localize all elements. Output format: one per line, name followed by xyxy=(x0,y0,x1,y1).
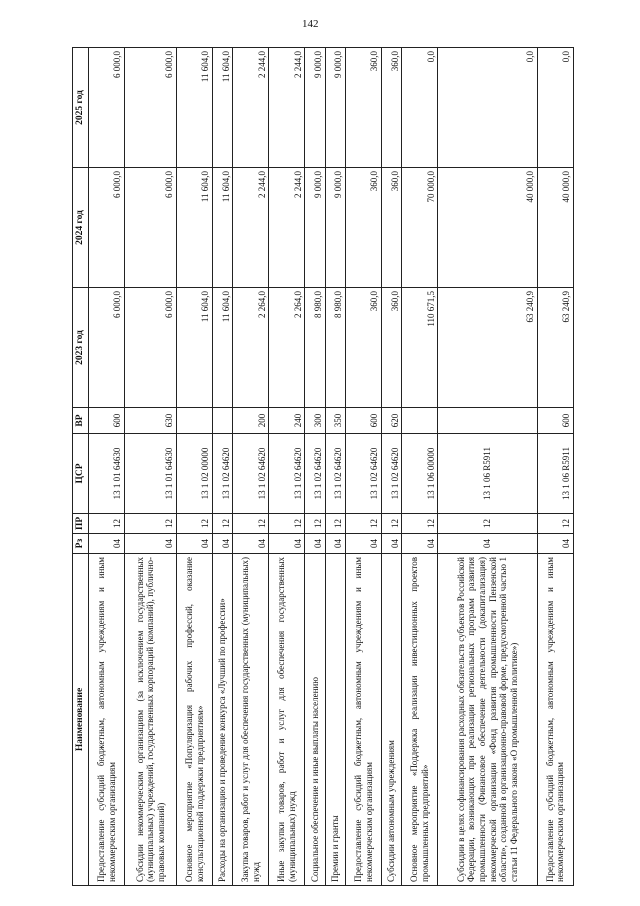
row-2024-cell: 360,0 xyxy=(382,168,402,288)
table-row xyxy=(305,48,325,886)
row-rz-cell: 04 xyxy=(89,534,125,554)
row-2024-cell: 70 000,0 xyxy=(402,168,438,288)
row-2023-cell: 11 604,0 xyxy=(176,288,212,408)
row-pr-cell: 12 xyxy=(233,514,269,534)
row-pr-cell: 12 xyxy=(325,514,345,534)
row-2023-cell: 11 604,0 xyxy=(213,288,233,408)
page-number: 142 xyxy=(302,18,319,30)
row-csr-cell: 13 1 02 64620 xyxy=(305,434,325,514)
table-row xyxy=(325,48,345,886)
row-rz-cell: 04 xyxy=(305,534,325,554)
column-header: 2024 год xyxy=(73,168,89,288)
row-2024-cell: 40 000,0 xyxy=(537,168,573,288)
row-csr-cell: 13 1 01 64630 xyxy=(125,434,177,514)
table-row xyxy=(537,48,573,886)
row-csr-cell: 13 1 02 64620 xyxy=(269,434,305,514)
row-vr-cell: 600 xyxy=(537,408,573,434)
row-rz-cell: 04 xyxy=(402,534,438,554)
row-csr-cell: 13 1 06 00000 xyxy=(402,434,438,514)
column-header: 2025 год xyxy=(73,48,89,168)
row-pr-cell: 12 xyxy=(537,514,573,534)
row-pr-cell: 12 xyxy=(269,514,305,534)
table-body xyxy=(89,48,574,886)
row-2024-cell: 11 604,0 xyxy=(176,168,212,288)
table-row xyxy=(233,48,269,886)
row-name-cell: Премии и гранты xyxy=(325,554,345,886)
column-header: ЦСР xyxy=(73,434,89,514)
row-name-cell: Предоставление субсидий бюджетным, автономным учреждениям и иным некоммерческим организациям xyxy=(346,554,382,886)
row-vr-cell: 300 xyxy=(305,408,325,434)
row-csr-cell: 13 1 02 00000 xyxy=(176,434,212,514)
row-name-cell: Субсидии в целях софинансирования расходных обязательств субъектов Российской Федерации, возникающих при реализации региональных программ развития промышленности (Финансовое обеспечение деятельности (докапитализация) некоммерческой организации «Фонд развития промышленности Пензенской области», созданной в организационно-правовой форме, предусмотренной частью 1 статьи 11 Федерального закона «О промышленной политике») xyxy=(438,554,537,886)
row-2025-cell: 11 604,0 xyxy=(213,48,233,168)
row-rz-cell: 04 xyxy=(346,534,382,554)
table-row xyxy=(125,48,177,886)
row-csr-cell: 13 1 06 R5911 xyxy=(537,434,573,514)
row-vr-cell: 600 xyxy=(89,408,125,434)
table-row xyxy=(89,48,125,886)
row-name-cell: Субсидии некоммерческим организациям (за исключением государственных (муниципальных) учреждений, государственных корпораций (компаний), публично-правовых компаний) xyxy=(125,554,177,886)
row-2024-cell: 2 244,0 xyxy=(269,168,305,288)
row-2024-cell: 2 244,0 xyxy=(233,168,269,288)
row-2025-cell: 2 244,0 xyxy=(233,48,269,168)
table-row xyxy=(382,48,402,886)
column-header: Рз xyxy=(73,534,89,554)
row-pr-cell: 12 xyxy=(346,514,382,534)
row-2024-cell: 9 000,0 xyxy=(305,168,325,288)
row-2023-cell: 63 240,9 xyxy=(537,288,573,408)
row-csr-cell: 13 1 06 R5911 xyxy=(438,434,537,514)
row-2023-cell: 2 264,0 xyxy=(233,288,269,408)
row-2025-cell: 9 000,0 xyxy=(305,48,325,168)
row-name-cell: Основное мероприятие «Поддержка реализации инвестиционных проектов промышленных предприятий» xyxy=(402,554,438,886)
row-vr-cell xyxy=(176,408,212,434)
table-row xyxy=(438,48,537,886)
row-vr-cell xyxy=(213,408,233,434)
row-2024-cell: 9 000,0 xyxy=(325,168,345,288)
row-2023-cell: 6 000,0 xyxy=(89,288,125,408)
row-vr-cell xyxy=(438,408,537,434)
row-2023-cell: 360,0 xyxy=(382,288,402,408)
rotated-table-container xyxy=(72,48,574,886)
row-2024-cell: 11 604,0 xyxy=(213,168,233,288)
row-2023-cell: 360,0 xyxy=(346,288,382,408)
row-2023-cell: 6 000,0 xyxy=(125,288,177,408)
row-pr-cell: 12 xyxy=(305,514,325,534)
row-rz-cell: 04 xyxy=(233,534,269,554)
budget-table xyxy=(72,47,574,886)
row-2023-cell: 2 264,0 xyxy=(269,288,305,408)
row-name-cell: Социальное обеспечение и иные выплаты населению xyxy=(305,554,325,886)
row-pr-cell: 12 xyxy=(176,514,212,534)
row-vr-cell: 620 xyxy=(382,408,402,434)
row-name-cell: Предоставление субсидий бюджетным, автономным учреждениям и иным некоммерческим организациям xyxy=(537,554,573,886)
column-header: Наименование xyxy=(73,554,89,886)
row-name-cell: Иные закупки товаров, работ и услуг для обеспечения государственных (муниципальных) нужд xyxy=(269,554,305,886)
row-rz-cell: 04 xyxy=(125,534,177,554)
row-2025-cell: 2 244,0 xyxy=(269,48,305,168)
row-2025-cell: 0,0 xyxy=(537,48,573,168)
row-name-cell: Предоставление субсидий бюджетным, автономным учреждениям и иным некоммерческим организациям xyxy=(89,554,125,886)
row-2023-cell: 110 671,5 xyxy=(402,288,438,408)
row-vr-cell: 600 xyxy=(346,408,382,434)
row-vr-cell: 240 xyxy=(269,408,305,434)
row-pr-cell: 12 xyxy=(89,514,125,534)
row-pr-cell: 12 xyxy=(213,514,233,534)
row-2024-cell: 360,0 xyxy=(346,168,382,288)
row-2025-cell: 6 000,0 xyxy=(125,48,177,168)
row-csr-cell: 13 1 02 64620 xyxy=(346,434,382,514)
row-2025-cell: 360,0 xyxy=(382,48,402,168)
row-rz-cell: 04 xyxy=(176,534,212,554)
row-csr-cell: 13 1 01 64630 xyxy=(89,434,125,514)
row-2023-cell: 8 980,0 xyxy=(325,288,345,408)
row-2023-cell: 8 980,0 xyxy=(305,288,325,408)
row-2025-cell: 6 000,0 xyxy=(89,48,125,168)
row-2025-cell: 11 604,0 xyxy=(176,48,212,168)
table-frame xyxy=(72,48,574,886)
row-csr-cell: 13 1 02 64620 xyxy=(382,434,402,514)
row-2025-cell: 0,0 xyxy=(438,48,537,168)
row-2024-cell: 6 000,0 xyxy=(89,168,125,288)
row-rz-cell: 04 xyxy=(382,534,402,554)
row-pr-cell: 12 xyxy=(125,514,177,534)
column-header: ПР xyxy=(73,514,89,534)
row-csr-cell: 13 1 02 64620 xyxy=(233,434,269,514)
row-vr-cell: 350 xyxy=(325,408,345,434)
row-rz-cell: 04 xyxy=(325,534,345,554)
row-csr-cell: 13 1 02 64620 xyxy=(213,434,233,514)
row-name-cell: Субсидии автономным учреждениям xyxy=(382,554,402,886)
row-name-cell: Расходы на организацию и проведение конкурса «Лучший по профессии» xyxy=(213,554,233,886)
row-2024-cell: 6 000,0 xyxy=(125,168,177,288)
row-pr-cell: 12 xyxy=(402,514,438,534)
row-rz-cell: 04 xyxy=(537,534,573,554)
row-rz-cell: 04 xyxy=(269,534,305,554)
row-csr-cell: 13 1 02 64620 xyxy=(325,434,345,514)
table-row xyxy=(402,48,438,886)
table-row xyxy=(346,48,382,886)
column-header: 2023 год xyxy=(73,288,89,408)
table-row xyxy=(213,48,233,886)
row-pr-cell: 12 xyxy=(438,514,537,534)
row-rz-cell: 04 xyxy=(213,534,233,554)
row-rz-cell: 04 xyxy=(438,534,537,554)
row-2025-cell: 9 000,0 xyxy=(325,48,345,168)
row-vr-cell: 630 xyxy=(125,408,177,434)
table-header-row xyxy=(73,48,89,886)
row-name-cell: Основное мероприятие «Популяризация рабочих профессий, оказание консультационной поддержки предприятиям» xyxy=(176,554,212,886)
row-2025-cell: 0,0 xyxy=(402,48,438,168)
table-row xyxy=(176,48,212,886)
row-2023-cell: 63 240,9 xyxy=(438,288,537,408)
row-vr-cell: 200 xyxy=(233,408,269,434)
row-2025-cell: 360,0 xyxy=(346,48,382,168)
row-name-cell: Закупка товаров, работ и услуг для обеспечения государственных (муниципальных) нужд xyxy=(233,554,269,886)
row-vr-cell xyxy=(402,408,438,434)
row-2024-cell: 40 000,0 xyxy=(438,168,537,288)
row-pr-cell: 12 xyxy=(382,514,402,534)
column-header: ВР xyxy=(73,408,89,434)
table-row xyxy=(269,48,305,886)
